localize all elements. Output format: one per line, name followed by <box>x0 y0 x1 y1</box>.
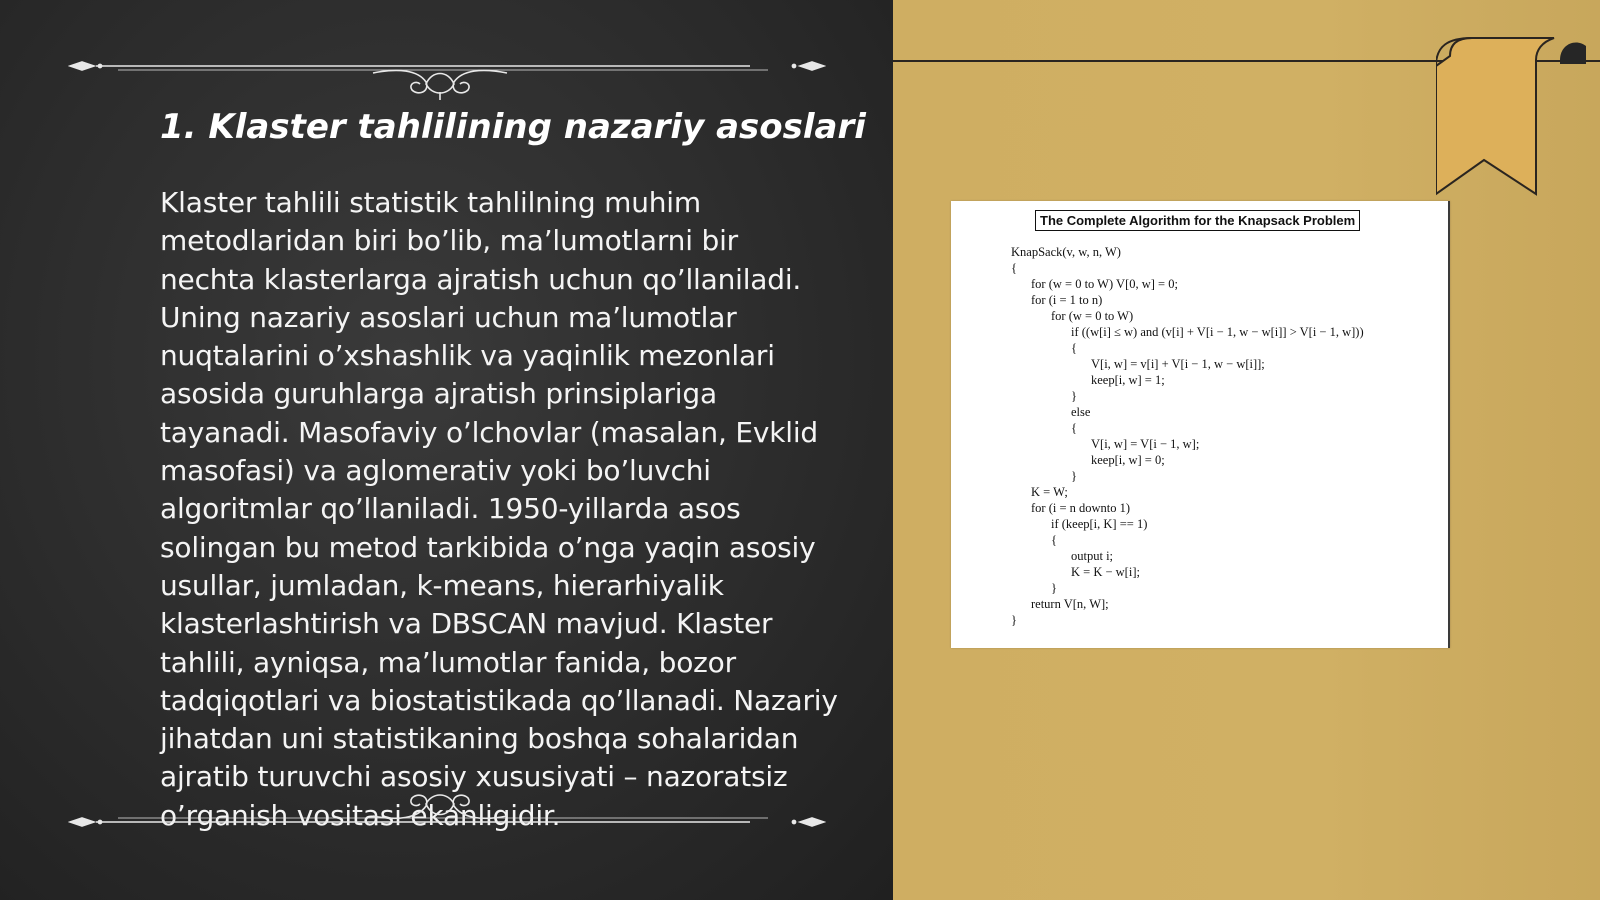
algorithm-code-line: V[i, w] = v[i] + V[i − 1, w − w[i]]; <box>1091 357 1265 371</box>
algorithm-code-line: KnapSack(v, w, n, W) <box>1011 245 1121 259</box>
algorithm-code-line: for (w = 0 to W) <box>1051 309 1134 323</box>
slide-body-text: Klaster tahlili statistik tahlilning muhim metodlaridan biri bo’lib, ma’lumotlarni bir nechta klasterlarga ajratish uchun qo’llaniladi. Uning nazariy asoslari uchun ma’lumotlar nuqtalarini o’xshashlik va yaqinlik mezonlari asosida guruhlarga ajratish prinsiplariga tayanadi. Masofaviy o’lchovlar (masalan, Evklid masofasi) va aglomerativ yoki bo’luvchi algoritmlar qo’llaniladi. 1950-yillarda asos solingan bu metod tarkibida o’nga yaqin asosiy usullar, jumladan, k-means, hierarhiyalik klasterlashtirish va DBSCAN mavjud. Klaster tahlili, ayniqsa, ma’lumotlar fanida, bozor tadqiqotlari va biostatistikada qo’llanadi. Nazariy jihatdan uni statistikaning boshqa sohalaridan ajratib turuvchi asosiy xususiyati – nazoratsiz o’rganish vositasi ekanligidir. <box>160 186 838 832</box>
algorithm-code-line: } <box>1071 389 1077 403</box>
knapsack-algorithm-image <box>951 201 1450 648</box>
algorithm-code-line: for (i = n downto 1) <box>1031 501 1131 515</box>
algorithm-code-line: { <box>1071 421 1077 435</box>
algorithm-code-line: K = W; <box>1031 485 1068 499</box>
algorithm-code-line: } <box>1071 469 1077 483</box>
algorithm-code-line: } <box>1051 581 1057 595</box>
algorithm-title: The Complete Algorithm for the Knapsack Problem <box>1035 210 1360 231</box>
slide-title: 1. Klaster tahlilining nazariy asoslari <box>160 107 866 147</box>
algorithm-code-line: keep[i, w] = 0; <box>1091 453 1165 467</box>
algorithm-code-line: keep[i, w] = 1; <box>1091 373 1165 387</box>
algorithm-code-line: } <box>1011 613 1017 627</box>
algorithm-code-line: { <box>1051 533 1057 547</box>
algorithm-code-line: { <box>1071 341 1077 355</box>
algorithm-code-line: output i; <box>1071 549 1114 563</box>
algorithm-code-line: V[i, w] = V[i − 1, w]; <box>1091 437 1200 451</box>
algorithm-code-line: for (w = 0 to W) V[0, w] = 0; <box>1031 277 1178 291</box>
algorithm-code-line: else <box>1071 405 1091 419</box>
ribbon-bookmark-icon <box>1436 36 1586 198</box>
algorithm-code-line: K = K − w[i]; <box>1071 565 1140 579</box>
algorithm-code-line: for (i = 1 to n) <box>1031 293 1103 307</box>
ornamental-flourish-bottom-icon <box>68 776 826 836</box>
algorithm-code-line: if (keep[i, K] == 1) <box>1051 517 1148 531</box>
algorithm-code-line: return V[n, W]; <box>1031 597 1109 611</box>
ornamental-flourish-top-icon <box>68 40 826 100</box>
algorithm-code-line: { <box>1011 261 1017 275</box>
algorithm-code-line: if ((w[i] ≤ w) and (v[i] + V[i − 1, w − w[i]] > V[i − 1, w])) <box>1071 325 1364 339</box>
